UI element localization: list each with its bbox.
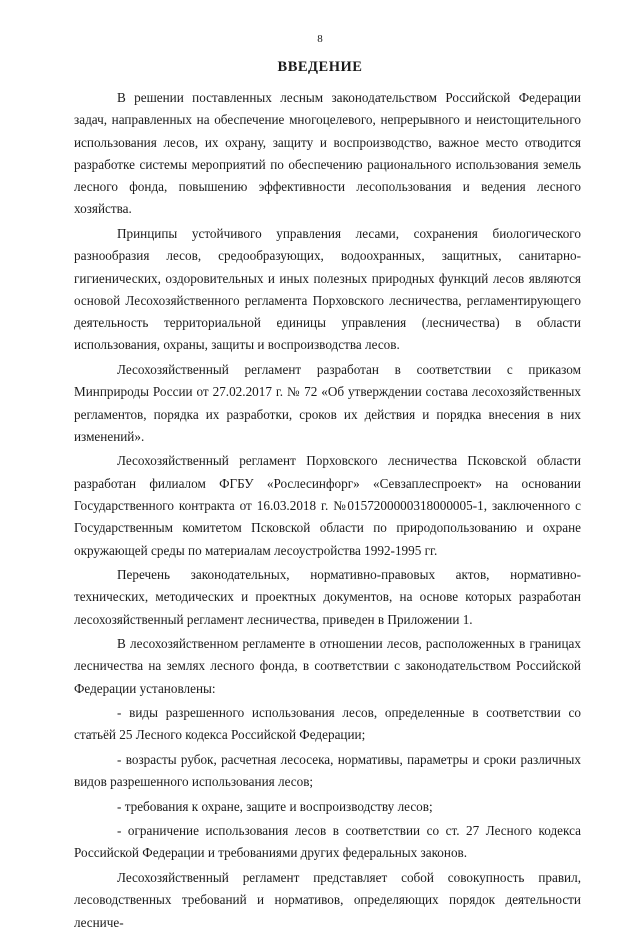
- list-item: - требования к охране, защите и воспроизводству лесов;: [117, 798, 433, 814]
- list-item: - возрасты рубок, расчетная лесосека, нормативы, параметры и сроки различных видов разрешенного использования лесов;: [74, 751, 581, 790]
- paragraph: В решении поставленных лесным законодательством Российской Федерации задач, направленных на обеспечение многоцелевого, непрерывного и неистощительного использования лесов, их охрану, защиту и воспроизводство, важное место отводится разработке системы мероприятий по обеспечению рационального использования земель лесного фонда, повышению эффективности лесопользования и ведения лесного хозяйства.: [74, 90, 581, 217]
- paragraph: Лесохозяйственный регламент разработан в соответствии с приказом Минприроды России от 27.02.2017 г. № 72 «Об утверждении состава лесохозяйственных регламентов, порядка их разработки, сроков их действия и порядка внесения в них изменений».: [74, 361, 581, 444]
- paragraph: Принципы устойчивого управления лесами, сохранения биологического разнообразия лесов, средообразующих, водоохранных, защитных, санитарно-гигиенических, оздоровительных и иных полезных природных функций лесов являются основой Лесохозяйственного регламента Порховского лесничества, регламентирующего деятельность территориальной единицы управления (лесничества) в области использования, охраны, защиты и воспроизводства лесов.: [74, 225, 581, 353]
- paragraph: Лесохозяйственный регламент представляет собой совокупность правил, лесоводственных требований и нормативов, определяющих порядок деятельности лесниче-: [74, 869, 581, 930]
- page-number: 8: [317, 33, 323, 45]
- paragraph: Лесохозяйственный регламент Порховского лесничества Псковской области разработан филиалом ФГБУ «Рослесинфорг» «Севзаплеспроект» на основании Государственного контракта от 16.03.2018 г. №0157200000318000005-1, заключенного с Государственным комитетом Псковской области по природопользованию и охране окружающей среды по материалам лесоустройства 1992-1995 гг.: [74, 453, 581, 558]
- list-item: - виды разрешенного использования лесов, определенные в соответствии со статьёй 25 Лесного кодекса Российской Федерации;: [74, 705, 581, 743]
- paragraph: Перечень законодательных, нормативно-правовых актов, нормативно-технических, методических и проектных документов, на основе которых разработан лесохозяйственный регламент лесничества, приведен в Приложении 1.: [74, 566, 581, 627]
- list-item: - ограничение использования лесов в соответствии со ст. 27 Лесного кодекса Российской Федерации и требованиями других федеральных законов.: [74, 823, 581, 861]
- paragraph: В лесохозяйственном регламенте в отношении лесов, расположенных в границах лесничества на землях лесного фонда, в соответствии с законодательством Российской Федерации установлены:: [74, 636, 581, 696]
- section-title: ВВЕДЕНИЕ: [277, 59, 363, 75]
- body-text: [74, 87, 581, 936]
